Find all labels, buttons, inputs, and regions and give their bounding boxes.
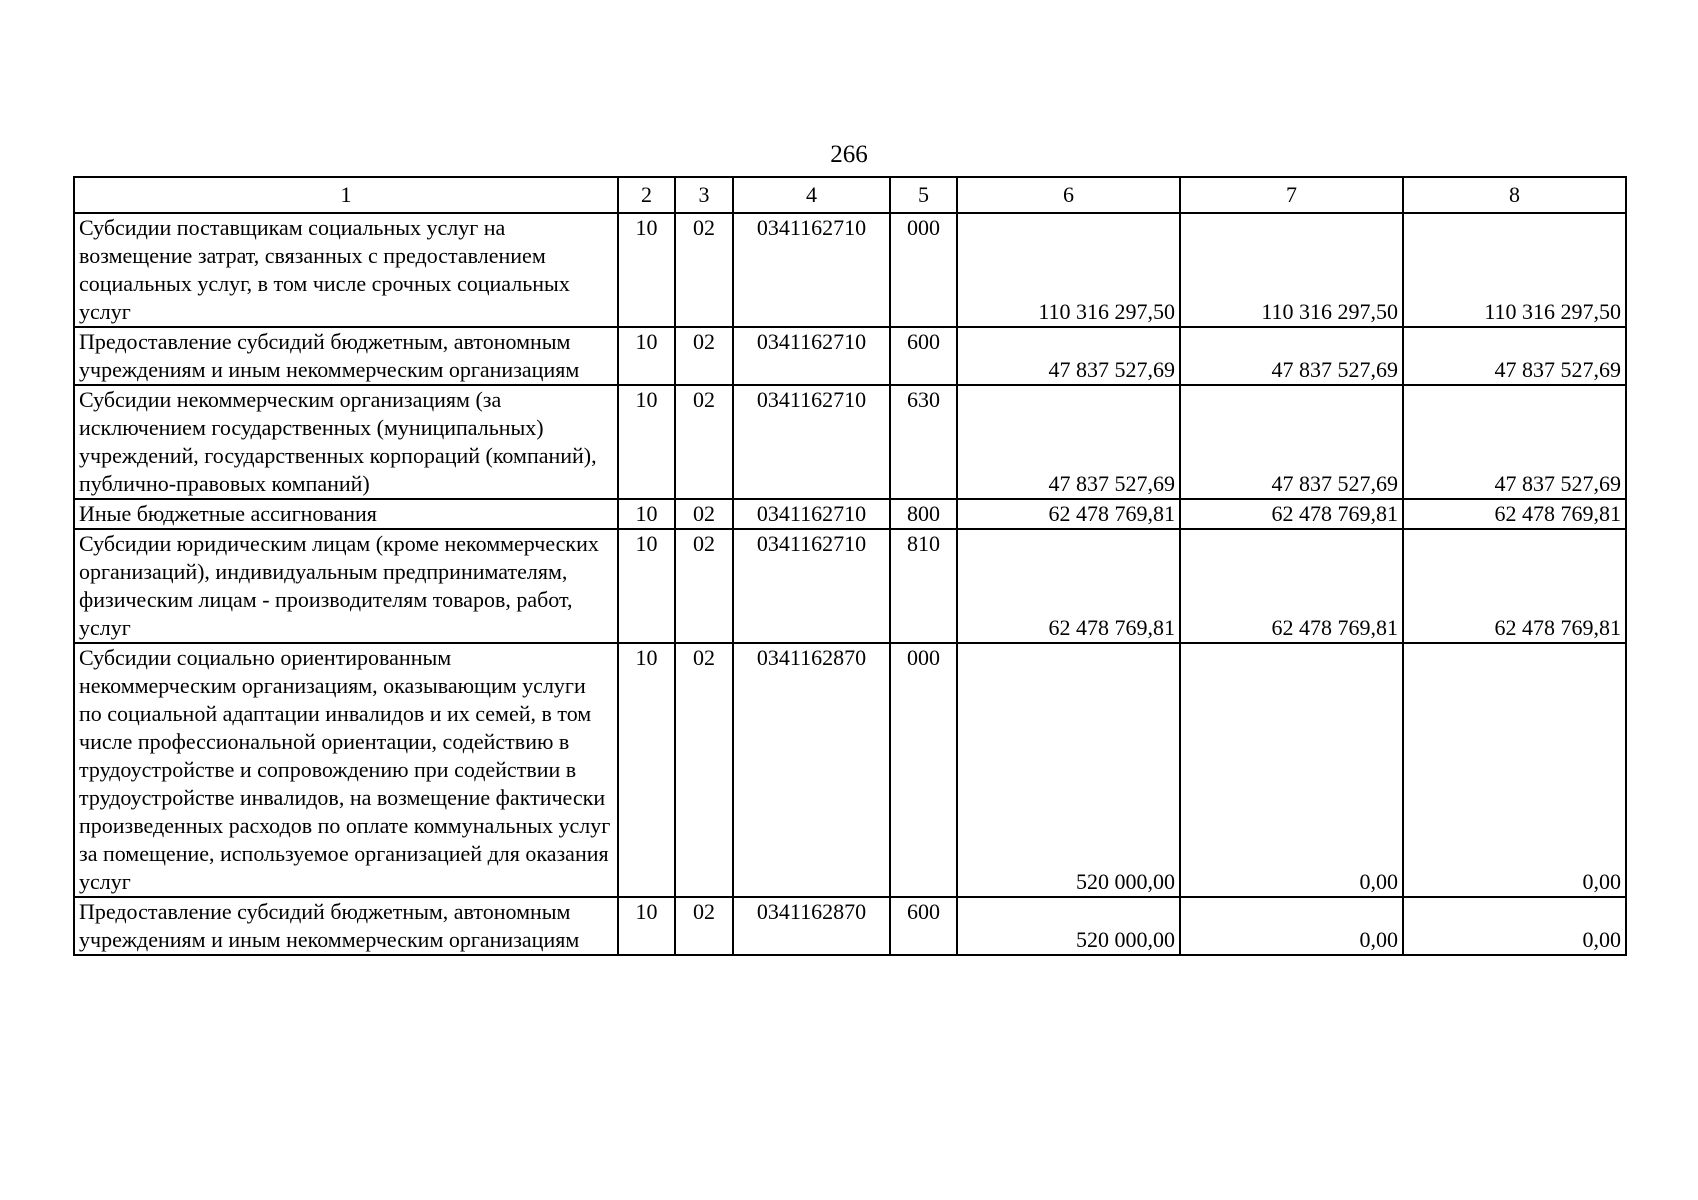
amount-cell-6: 520 000,00: [957, 897, 1180, 955]
expense-type-cell: 000: [890, 643, 957, 897]
amount-cell-8: 62 478 769,81: [1403, 499, 1626, 529]
subsection-cell: 02: [675, 529, 733, 643]
page-number: 266: [830, 141, 868, 168]
section-cell: 10: [618, 327, 675, 385]
target-article-cell: 0341162710: [733, 529, 890, 643]
expense-type-cell: 600: [890, 327, 957, 385]
amount-cell-6: 47 837 527,69: [957, 385, 1180, 499]
section-cell: 10: [618, 385, 675, 499]
amount-cell-7: 110 316 297,50: [1180, 213, 1403, 327]
table-row: [74, 529, 1626, 643]
amount-cell-8: 47 837 527,69: [1403, 327, 1626, 385]
row-name-cell: Субсидии поставщикам социальных услуг на возмещение затрат, связанных с предоставлением социальных услуг, в том числе срочных социальных услуг: [74, 213, 618, 327]
subsection-cell: 02: [675, 643, 733, 897]
table-body: [74, 213, 1626, 955]
row-name-cell: Субсидии социально ориентированным некоммерческим организациям, оказывающим услуги по социальной адаптации инвалидов и их семей, в том числе профессиональной ориентации, содействию в трудоустройстве и сопровождению при содействии в трудоустройстве инвалидов, на возмещение фактически произведенных расходов по оплате коммунальных услуг за помещение, используемое организацией для оказания услуг: [74, 643, 618, 897]
row-name-cell: Предоставление субсидий бюджетным, автономным учреждениям и иным некоммерческим организациям: [74, 327, 618, 385]
target-article-cell: 0341162710: [733, 385, 890, 499]
amount-cell-7: 47 837 527,69: [1180, 385, 1403, 499]
column-header-1: 1: [74, 177, 618, 213]
amount-cell-6: 62 478 769,81: [957, 529, 1180, 643]
subsection-cell: 02: [675, 897, 733, 955]
column-header-4: 4: [733, 177, 890, 213]
amount-cell-8: 47 837 527,69: [1403, 385, 1626, 499]
table-header: [74, 177, 1626, 213]
subsection-cell: 02: [675, 327, 733, 385]
table-row: [74, 499, 1626, 529]
section-cell: 10: [618, 897, 675, 955]
table-row: [74, 385, 1626, 499]
amount-cell-7: 0,00: [1180, 643, 1403, 897]
column-header-7: 7: [1180, 177, 1403, 213]
row-name-cell: Субсидии некоммерческим организациям (за исключением государственных (муниципальных) учреждений, государственных корпораций (компаний), публично-правовых компаний): [74, 385, 618, 499]
amount-cell-8: 110 316 297,50: [1403, 213, 1626, 327]
expense-type-cell: 000: [890, 213, 957, 327]
amount-cell-8: 0,00: [1403, 897, 1626, 955]
column-header-2: 2: [618, 177, 675, 213]
subsection-cell: 02: [675, 385, 733, 499]
table-row: [74, 327, 1626, 385]
column-header-6: 6: [957, 177, 1180, 213]
target-article-cell: 0341162710: [733, 327, 890, 385]
amount-cell-8: 62 478 769,81: [1403, 529, 1626, 643]
header-row: [74, 177, 1626, 213]
row-name-cell: Иные бюджетные ассигнования: [74, 499, 618, 529]
row-name-cell: Предоставление субсидий бюджетным, автономным учреждениям и иным некоммерческим организациям: [74, 897, 618, 955]
target-article-cell: 0341162710: [733, 499, 890, 529]
budget-table: [73, 176, 1627, 956]
expense-type-cell: 630: [890, 385, 957, 499]
target-article-cell: 0341162870: [733, 897, 890, 955]
column-header-3: 3: [675, 177, 733, 213]
column-header-8: 8: [1403, 177, 1626, 213]
expense-type-cell: 800: [890, 499, 957, 529]
subsection-cell: 02: [675, 213, 733, 327]
amount-cell-7: 62 478 769,81: [1180, 499, 1403, 529]
expense-type-cell: 810: [890, 529, 957, 643]
amount-cell-7: 0,00: [1180, 897, 1403, 955]
amount-cell-7: 47 837 527,69: [1180, 327, 1403, 385]
amount-cell-6: 47 837 527,69: [957, 327, 1180, 385]
amount-cell-8: 0,00: [1403, 643, 1626, 897]
section-cell: 10: [618, 213, 675, 327]
table-row: [74, 213, 1626, 327]
table-row: [74, 643, 1626, 897]
subsection-cell: 02: [675, 499, 733, 529]
amount-cell-7: 62 478 769,81: [1180, 529, 1403, 643]
section-cell: 10: [618, 643, 675, 897]
amount-cell-6: 62 478 769,81: [957, 499, 1180, 529]
row-name-cell: Субсидии юридическим лицам (кроме некоммерческих организаций), индивидуальным предпринимателям, физическим лицам - производителям товаров, работ, услуг: [74, 529, 618, 643]
amount-cell-6: 110 316 297,50: [957, 213, 1180, 327]
amount-cell-6: 520 000,00: [957, 643, 1180, 897]
target-article-cell: 0341162710: [733, 213, 890, 327]
expense-type-cell: 600: [890, 897, 957, 955]
section-cell: 10: [618, 499, 675, 529]
table-row: [74, 897, 1626, 955]
section-cell: 10: [618, 529, 675, 643]
column-header-5: 5: [890, 177, 957, 213]
target-article-cell: 0341162870: [733, 643, 890, 897]
